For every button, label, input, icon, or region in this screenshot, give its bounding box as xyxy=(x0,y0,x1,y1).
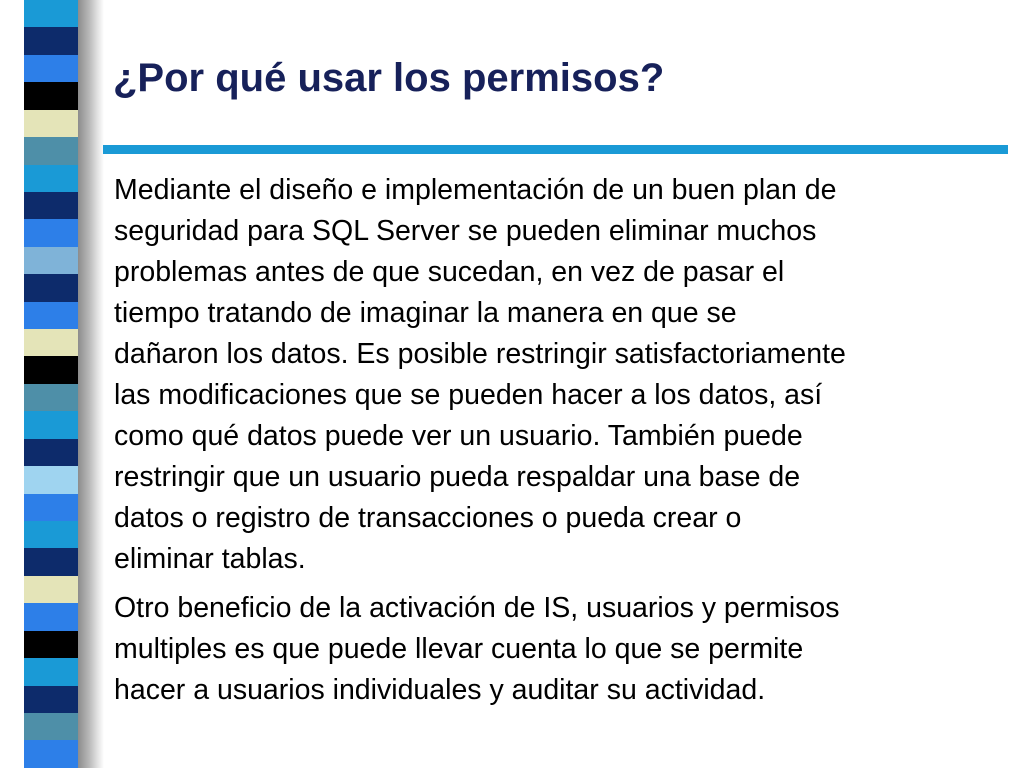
stripe-band xyxy=(24,631,78,658)
stripe-band xyxy=(24,110,78,137)
stripe-band xyxy=(24,658,78,685)
paragraph-1-line-10: eliminar tablas. xyxy=(114,543,306,575)
stripe-bands xyxy=(24,0,78,768)
paragraph-1-line-7: como qué datos puede ver un usuario. También puede xyxy=(114,420,803,452)
decorative-stripe xyxy=(0,0,105,768)
paragraph-1-line-4: tiempo tratando de imaginar la manera en que se xyxy=(114,297,737,329)
stripe-band xyxy=(24,165,78,192)
stripe-band xyxy=(24,548,78,575)
stripe-band xyxy=(24,740,78,767)
paragraph-1-line-2: seguridad para SQL Server se pueden eliminar muchos xyxy=(114,215,817,247)
paragraph-1-line-8: restringir que un usuario pueda respaldar una base de xyxy=(114,461,801,493)
stripe-band xyxy=(24,219,78,246)
stripe-band xyxy=(24,82,78,109)
paragraph-1-line-5: dañaron los datos. Es posible restringir satisfactoriamente xyxy=(114,338,846,370)
paragraph-1-line-3: problemas antes de que sucedan, en vez de pasar el xyxy=(114,256,785,288)
stripe-band xyxy=(24,494,78,521)
stripe-band xyxy=(24,356,78,383)
paragraph-2-line-2: multiples es que puede llevar cuenta lo que se permite xyxy=(114,633,804,665)
stripe-band xyxy=(24,137,78,164)
stripe-band xyxy=(24,329,78,356)
paragraph-2-line-1: Otro beneficio de la activación de IS, usuarios y permisos xyxy=(114,592,840,624)
stripe-band xyxy=(24,411,78,438)
slide-body xyxy=(114,170,1014,711)
stripe-band xyxy=(24,27,78,54)
stripe-band xyxy=(24,0,78,27)
stripe-band xyxy=(24,466,78,493)
stripe-band xyxy=(24,247,78,274)
paragraph-2-line-3: hacer a usuarios individuales y auditar su actividad. xyxy=(114,674,766,706)
stripe-band xyxy=(24,603,78,630)
stripe-band xyxy=(24,192,78,219)
stripe-band xyxy=(24,55,78,82)
paragraph-1-line-6: las modificaciones que se pueden hacer a los datos, así xyxy=(114,379,823,411)
stripe-band xyxy=(24,576,78,603)
paragraph-1-line-9: datos o registro de transacciones o pueda crear o xyxy=(114,502,742,534)
stripe-band xyxy=(24,384,78,411)
paragraph-1-line-1: Mediante el diseño e implementación de un buen plan de xyxy=(114,174,837,206)
slide-title: ¿Por qué usar los permisos? xyxy=(113,56,665,100)
stripe-band xyxy=(24,439,78,466)
stripe-band xyxy=(24,302,78,329)
stripe-band xyxy=(24,713,78,740)
stripe-band xyxy=(24,686,78,713)
stripe-band xyxy=(24,274,78,301)
title-underline xyxy=(103,145,1008,154)
stripe-shadow xyxy=(78,0,104,768)
stripe-band xyxy=(24,521,78,548)
